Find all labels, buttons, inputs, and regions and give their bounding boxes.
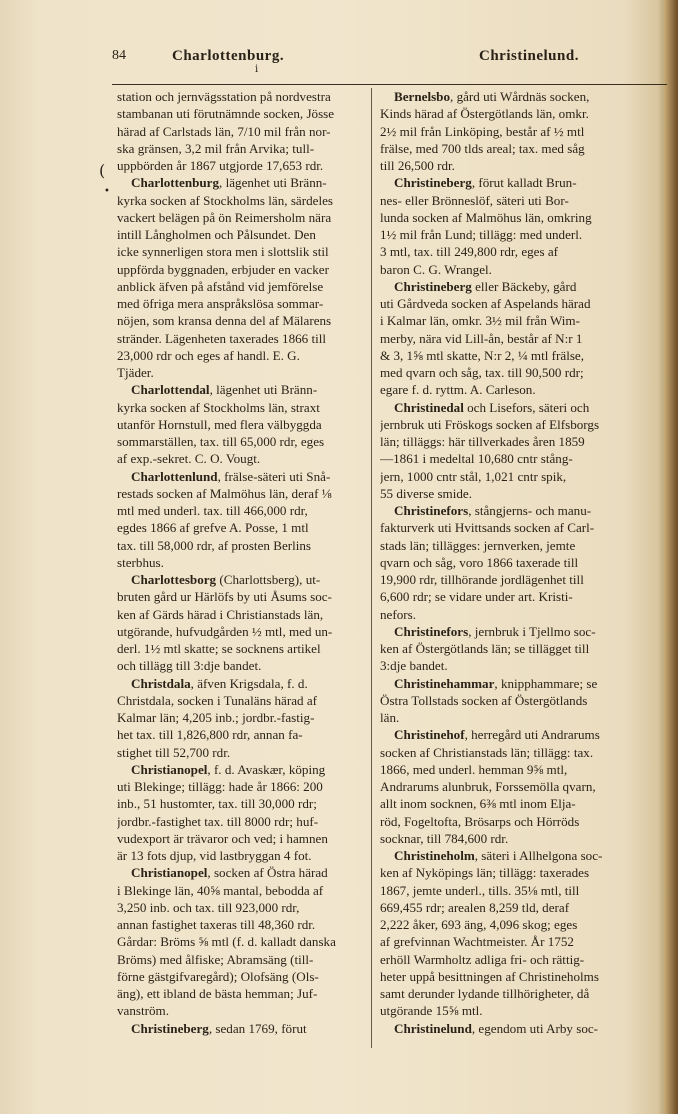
entry-heading-line: Charlottesborg (Charlottsberg), ut- xyxy=(131,572,321,587)
entry-heading-line: Christineberg, förut kalladt Brun- xyxy=(394,175,577,191)
text-line: qvarn och såg, voro 1866 taxerade till xyxy=(380,554,579,570)
text-line: äng), ett ibland de bästa hemman; Juf- xyxy=(117,986,318,1001)
text-line: Gårdar: Bröms ⅝ mtl (f. d. kalladt danska xyxy=(117,934,336,950)
text-line: län. xyxy=(380,710,400,725)
text-line: Tjäder. xyxy=(117,365,154,380)
header-rule xyxy=(112,84,667,85)
text-line: 3 mtl, tax. till 249,800 rdr, eges af xyxy=(380,244,559,260)
text-line: het tax. till 1,826,800 rdr, annan fa- xyxy=(117,727,303,743)
text-line: till 26,500 rdr. xyxy=(380,158,455,173)
text-line: inb., 51 hustomter, tax. till 30,000 rdr; xyxy=(117,796,317,812)
text-line: 55 diverse smide. xyxy=(380,485,473,501)
text-line: 1½ mil från Lund; tillägg: med underl. xyxy=(380,227,583,242)
entry-heading-line: Christineberg eller Bäckeby, gård xyxy=(394,278,577,294)
text-line: nes- eller Brönneslöf, säteri uti Bor- xyxy=(380,192,569,208)
text-line: utgörande 15⅝ mtl. xyxy=(380,1003,483,1019)
text-line: sterbhus. xyxy=(117,554,164,570)
text-line: kyrka socken af Stockholms län, straxt xyxy=(117,399,320,415)
text-line: stränder. Lägenheten taxerades 1866 till xyxy=(117,330,327,346)
text-line: förne gästgifvaregård); Olofsäng (Ols- xyxy=(117,968,319,984)
text-line: nefors. xyxy=(380,606,416,622)
entry-heading-line: Christianopel, socken af Östra härad xyxy=(131,865,328,881)
text-line: —1861 i medeltal 10,680 cntr stång- xyxy=(380,451,573,467)
text-line: vudexport är trävaror och ved; i hamnen xyxy=(117,830,328,846)
text-line: uppförda byggnaden, erbjuder en vacker xyxy=(117,261,329,277)
text-line: egare f. d. ryttm. A. Carleson. xyxy=(380,382,536,398)
text-line: utanför Hornstull, med flera välbyggda xyxy=(117,416,322,432)
entry-heading-line: Christinehammar, knipphammare; se xyxy=(394,675,598,691)
text-line: härad af Carlstads län, 7/10 mil från nor- xyxy=(117,123,331,139)
text-line: socken af Christianstads län; tillägg: tax. xyxy=(380,744,594,760)
text-line: nöjen, som kransa denna del af Mälarens xyxy=(117,313,332,329)
text-line: 2,222 åker, 693 äng, 4,096 skog; eges xyxy=(380,917,578,932)
text-line: stads län; tillägges: jernverken, jemte xyxy=(380,537,576,553)
margin-bracket: ( xyxy=(99,161,106,180)
text-line: af exp.-sekret. C. O. Vougt. xyxy=(117,451,261,467)
entry-heading-line: Christinedal och Lisefors, säteri och xyxy=(394,399,590,415)
text-line: restads socken af Malmöhus län, deraf ⅛ xyxy=(117,485,332,501)
text-line: allt inom socknen, 6⅜ mtl inom Elja- xyxy=(380,796,576,812)
text-line: fakturverk uti Hvittsands socken af Carl- xyxy=(380,520,595,536)
stray-mark: i xyxy=(255,64,259,75)
column-divider xyxy=(371,88,372,1048)
text-line: icke synnerligen stora men i slottslik stil xyxy=(117,244,329,260)
text-line: Kinds härad af Östergötlands län, omkr. xyxy=(380,106,589,122)
text-line: stighet till 52,700 rdr. xyxy=(117,744,231,760)
text-line: Kalmar län; 4,205 inb.; jordbr.-fastig- xyxy=(117,710,315,725)
text-line: Östra Tollstads socken af Östergötlands xyxy=(380,692,588,708)
text-line: uppbörden år 1867 utgjorde 17,653 rdr. xyxy=(117,158,324,173)
page-number: 84 xyxy=(112,48,126,63)
text-line: i Kalmar län, omkr. 3½ mil från Wim- xyxy=(380,313,580,329)
text-line: annan fastighet taxeras till 48,360 rdr. xyxy=(117,917,316,932)
text-line: intill Långholmen och Pålsundet. Den xyxy=(117,227,316,242)
text-line: kyrka socken af Stockholms län, särdeles xyxy=(117,192,333,208)
text-line: mtl med underl. tax. till 466,000 rdr, xyxy=(117,503,308,518)
text-line: station och jernvägsstation på nordvestra xyxy=(117,89,331,104)
text-line: & 3, 1⅝ mtl skatte, N:r 2, ¼ mtl frälse, xyxy=(380,347,585,363)
text-line: tax. till 58,000 rdr, af prosten Berlins xyxy=(117,537,312,553)
text-line: jern, 1000 cntr stål, 1,021 cntr spik, xyxy=(380,468,567,484)
text-line: 3:dje bandet. xyxy=(380,658,448,674)
header-left-title: Charlottenburg. xyxy=(172,48,285,64)
entry-heading-line: Charlottendal, lägenhet uti Bränn- xyxy=(131,382,318,398)
entry-heading-line: Christinefors, jernbruk i Tjellmo soc- xyxy=(394,623,596,639)
text-line: baron C. G. Wrangel. xyxy=(380,261,492,277)
text-line: med qvarn och såg, tax. till 90,500 rdr; xyxy=(380,365,584,380)
text-line: utgörande, hufvudgården ½ mtl, med un- xyxy=(117,623,333,639)
running-header xyxy=(112,48,672,72)
entry-heading-line: Christianopel, f. d. Avaskær, köping xyxy=(131,761,326,777)
entry-heading-line: Christineholm, säteri i Allhelgona soc- xyxy=(394,848,603,863)
text-line: bruten gård ur Härlöfs by uti Åsums soc- xyxy=(117,589,332,605)
entry-heading-line: Christinelund, egendom uti Arby soc- xyxy=(394,1020,599,1036)
text-line: ken af Nyköpings län; tillägg: taxerades xyxy=(380,865,590,881)
text-line: och tillägg till 3:dje bandet. xyxy=(117,658,262,674)
text-line: stambanan uti förutnämnde socken, Jösse xyxy=(117,106,335,122)
text-line: 6,600 rdr; se vidare under art. Kristi- xyxy=(380,589,573,605)
text-line: egdes 1866 af grefve A. Posse, 1 mtl xyxy=(117,520,309,536)
text-line: socknar, till 784,600 rdr. xyxy=(380,830,509,846)
text-line: vanström. xyxy=(117,1003,170,1019)
text-line: frälse, med 700 tlds areal; tax. med såg xyxy=(380,140,585,156)
text-line: af grefvinnan Wachtmeister. År 1752 xyxy=(380,934,574,950)
text-line: län; tilläggs: här tillverkades åren 1859 xyxy=(380,434,585,449)
text-line: Christdala, socken i Tunaläns härad af xyxy=(117,692,318,708)
text-line: 1867, jemte underl., tills. 35⅛ mtl, till xyxy=(380,882,580,898)
text-line: jernbruk uti Fröskogs socken af Elfsborgs xyxy=(380,416,600,432)
text-line: ken af Östergötlands län; se tillägget till xyxy=(380,641,590,656)
text-line: 1866, med underl. hemman 9⅝ mtl, xyxy=(380,761,568,777)
entry-heading-line: Charlottenlund, frälse-säteri uti Snå- xyxy=(131,468,331,484)
text-line: 2½ mil från Linköping, består af ½ mtl xyxy=(380,123,585,139)
text-line: Bröms) med ålfiske; Abramsäng (till- xyxy=(117,951,314,967)
page-binding-edge xyxy=(664,0,678,1114)
text-line: heter uppå besittningen af Christineholms xyxy=(380,968,599,984)
text-line: derl. 1½ mtl skatte; se socknens artikel xyxy=(117,641,321,656)
entry-heading-line: Christdala, äfven Krigsdala, f. d. xyxy=(131,675,308,691)
text-line: jordbr.-fastighet tax. till 8000 rdr; huf- xyxy=(117,813,319,829)
text-line: ska gränsen, 3,2 mil från Arvika; tull- xyxy=(117,140,315,156)
text-line: i Blekinge län, 40⅝ mantal, bebodda af xyxy=(117,882,324,898)
header-right-title: Christinelund. xyxy=(479,48,579,64)
text-line: anblick äfven på afstånd vid jemförelse xyxy=(117,278,324,294)
text-line: lunda socken af Malmöhus län, omkring xyxy=(380,209,592,225)
text-line: erhöll Warmholtz adliga fri- och rättig- xyxy=(380,951,585,967)
entry-heading-line: Bernelsbo, gård uti Wårdnäs socken, xyxy=(394,89,590,104)
entry-heading-line: Charlottenburg, lägenhet uti Bränn- xyxy=(131,175,327,191)
text-line: merby, nära vid Lill-ån, består af N:r 1 xyxy=(380,330,583,346)
text-line: är 13 fots djup, vid lastbryggan 4 fot. xyxy=(117,848,312,863)
entry-heading-line: Christinehof, herregård uti Andrarums xyxy=(394,727,600,743)
right-column xyxy=(380,88,642,1037)
text-line: 23,000 rdr och eges af handl. E. G. xyxy=(117,347,300,363)
margin-dot: • xyxy=(104,186,110,197)
text-line: uti Gårdveda socken af Aspelands härad xyxy=(380,296,591,311)
text-line: sommarställen, tax. till 65,000 rdr, eges xyxy=(117,434,325,449)
text-line: samt derunder lydande tillhörigheter, då xyxy=(380,986,590,1001)
text-line: 19,900 rdr, tillhörande jordlägenhet till xyxy=(380,572,584,587)
text-line: 669,455 rdr; arealen 8,259 tld, deraf xyxy=(380,899,570,915)
text-line: vackert belägen på ön Reimersholm nära xyxy=(117,209,332,225)
left-column xyxy=(117,88,362,1037)
text-line: med öfriga mera anspråkslösa sommar- xyxy=(117,296,324,311)
text-line: röd, Fogeltofta, Brösarps och Hörröds xyxy=(380,813,580,829)
text-line: 3,250 inb. och tax. till 923,000 rdr, xyxy=(117,899,300,915)
text-line: uti Blekinge; tillägg: hade år 1866: 200 xyxy=(117,779,323,794)
text-line: ken af Gärds härad i Christianstads län, xyxy=(117,606,324,622)
entry-heading-line: Christinefors, stångjerns- och manu- xyxy=(394,503,592,518)
entry-heading-line: Christineberg, sedan 1769, förut xyxy=(131,1020,307,1036)
text-line: Andrarums alunbruk, Forssemölla qvarn, xyxy=(380,779,596,794)
